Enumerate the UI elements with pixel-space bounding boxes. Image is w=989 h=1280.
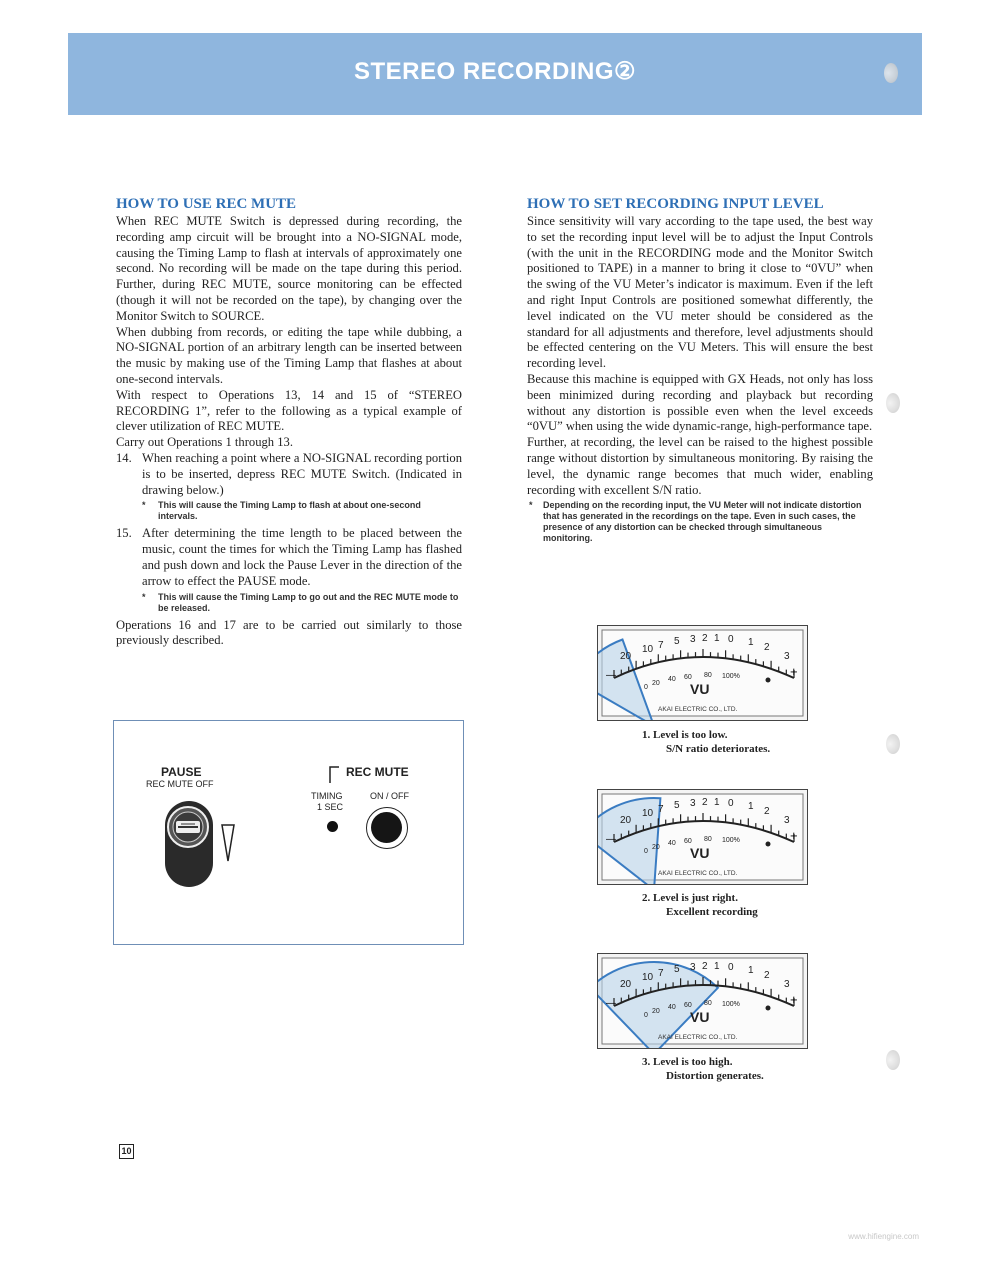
timing-label: TIMING [311, 791, 343, 801]
minus-sign: — [606, 834, 616, 845]
db-scale-label: 1 [748, 965, 754, 976]
db-scale-label: 2 [764, 806, 770, 817]
db-scale-label: 3 [784, 815, 790, 826]
pause-arrow-icon [220, 823, 236, 863]
step-text: After determining the time length to be placed between the music, count the times for which the Timing Lamp has flashed and push down and lock the Pause Lever in the direction of the arrow to effect the PAUSE mode. [142, 526, 462, 588]
db-scale-label: 0 [728, 962, 734, 973]
caption-line: 2. Level is just right. [642, 892, 738, 904]
step-15 [116, 526, 462, 589]
percent-scale-label: 40 [668, 1004, 676, 1011]
rec-mute-bracket [328, 765, 340, 783]
caption-line: 1. Level is too low. [642, 729, 728, 741]
percent-scale-label: 40 [668, 676, 676, 683]
meter-dot [766, 1006, 771, 1011]
percent-scale-label: 0 [644, 1012, 648, 1019]
percent-scale-label: 100% [722, 673, 740, 680]
db-scale-label: 3 [690, 798, 696, 809]
db-scale-label: 2 [764, 970, 770, 981]
vu-meter-face [598, 790, 807, 884]
db-scale-label: 5 [674, 964, 680, 975]
note-15 [116, 592, 462, 614]
percent-scale-label: 100% [722, 837, 740, 844]
db-scale-label: 2 [702, 633, 708, 644]
percent-scale-label: 80 [704, 1000, 712, 1007]
vu-meter [597, 625, 808, 721]
db-scale-label: 1 [714, 633, 720, 644]
percent-scale-label: 40 [668, 840, 676, 847]
db-scale-label: 1 [714, 961, 720, 972]
pause-lever [161, 797, 221, 893]
paragraph: Because this machine is equipped with GX Heads, not only has loss been minimized during recording and playback but recording without any distortion is possible even when the level exceeds “0VU” when using the wide dynamic-range, high-performance tape. [527, 371, 873, 434]
db-scale-label: 7 [658, 640, 664, 651]
on-off-label: ON / OFF [370, 791, 409, 801]
header-band [68, 33, 922, 115]
minus-sign: — [606, 998, 616, 1009]
db-scale-label: 5 [674, 636, 680, 647]
db-scale-label: 10 [642, 972, 654, 983]
vu-label: VU [690, 681, 710, 697]
note-text: This will cause the Timing Lamp to flash at about one-second intervals. [158, 500, 421, 522]
db-scale-label: 0 [728, 798, 734, 809]
page-number: 10 [119, 1144, 134, 1159]
caption-line: 3. Level is too high. [642, 1056, 733, 1068]
db-scale-label: 3 [690, 962, 696, 973]
percent-scale-label: 20 [652, 844, 660, 851]
vu-label: VU [690, 845, 710, 861]
rec-mute-off-label: REC MUTE OFF [146, 779, 214, 789]
page-title: STEREO RECORDING② [353, 58, 637, 85]
vu-meter-face [598, 954, 807, 1048]
note-mark: * [142, 591, 146, 602]
paragraph: Further, at recording, the level can be raised to the highest possible range without distortion by simultaneous monitoring. By raising the level, the dynamic range becomes that much wider, enabling recording with excellent S/N ratio. [527, 435, 873, 497]
maker-label: AKAI ELECTRIC CO., LTD. [658, 706, 738, 713]
step-text: When reaching a point where a NO-SIGNAL recording portion is to be inserted, depress REC MUTE Switch. (Indicated in drawing below.) [142, 450, 462, 497]
db-scale-label: 10 [642, 808, 654, 819]
vu-meter-face [598, 626, 807, 720]
paragraph: When REC MUTE Switch is depressed during recording, the recording amp circuit will be brought into a NO-SIGNAL mode, causing the Timing Lamp to flash at intervals of approximately one second. No recording will be made on the tape during this period. Further, during REC MUTE, source monitoring can be effected (though it will not be recorded on the tape), by changing over the Monitor Switch to SOURCE. [116, 214, 462, 323]
timing-sub-label: 1 SEC [317, 802, 344, 812]
step-number: 15. [116, 526, 132, 541]
timing-lamp [327, 821, 338, 832]
percent-scale-label: 20 [652, 680, 660, 687]
step-number: 14. [116, 450, 132, 465]
db-scale-label: 20 [620, 815, 632, 826]
vu-meter-caption [630, 891, 830, 919]
note-14 [116, 500, 462, 522]
percent-scale-label: 80 [704, 672, 712, 679]
percent-scale-label: 60 [684, 838, 692, 845]
caption-line: Excellent recording [666, 906, 758, 918]
db-scale-label: 3 [784, 651, 790, 662]
punch-hole [886, 734, 900, 754]
db-scale-label: 1 [748, 637, 754, 648]
pause-label: PAUSE [161, 765, 202, 779]
db-scale-label: 0 [728, 634, 734, 645]
db-scale-label: 7 [658, 804, 664, 815]
paragraph: Carry out Operations 1 through 13. [116, 435, 293, 450]
vu-meter [597, 789, 808, 885]
db-scale-label: 3 [690, 634, 696, 645]
paragraph: Since sensitivity will vary according to the tape used, the best way to set the recording input level will be to adjust the Input Controls (with the unit in the RECORDING mode and the Monitor Switch positioned to TAPE) in a manner to bring it close to “0VU” when the swing of the VU Meter’s indicator is maximum. Even if the left and right Input Controls are positioned somewhat differently, the level indicated on the VU meter should be considered as the standard for all adjustments and therefore, level adjustments should be effected centering on the VU Meters. This will ensure the best recording level. [527, 214, 873, 371]
percent-scale-label: 60 [684, 1002, 692, 1009]
percent-scale-label: 0 [644, 848, 648, 855]
meter-dot [766, 678, 771, 683]
db-scale-label: 2 [764, 642, 770, 653]
punch-hole [886, 393, 900, 413]
note-mark: * [142, 500, 146, 511]
paragraph: Operations 16 and 17 are to be carried out similarly to those previously described. [116, 617, 462, 648]
right-column [527, 196, 873, 548]
percent-scale-label: 0 [644, 684, 648, 691]
note-text: This will cause the Timing Lamp to go out and the REC MUTE mode to be released. [158, 591, 459, 613]
db-scale-label: 2 [702, 797, 708, 808]
punch-hole [884, 63, 898, 83]
percent-scale-label: 100% [722, 1001, 740, 1008]
maker-label: AKAI ELECTRIC CO., LTD. [658, 1034, 738, 1041]
watermark: www.hifiengine.com [848, 1232, 919, 1241]
percent-scale-label: 20 [652, 1008, 660, 1015]
db-scale-label: 1 [748, 801, 754, 812]
percent-scale-label: 60 [684, 674, 692, 681]
step-14 [116, 451, 462, 498]
plus-sign: + [790, 664, 798, 679]
db-scale-label: 7 [658, 968, 664, 979]
rec-mute-heading: HOW TO USE REC MUTE [116, 196, 297, 212]
db-scale-label: 10 [642, 644, 654, 655]
plus-sign: + [790, 992, 798, 1007]
control-panel-drawing [113, 720, 464, 945]
percent-scale-label: 80 [704, 836, 712, 843]
db-scale-label: 5 [674, 800, 680, 811]
db-scale-label: 2 [702, 961, 708, 972]
caption-line: S/N ratio deteriorates. [666, 743, 771, 755]
left-column [116, 196, 462, 649]
input-level-heading: HOW TO SET RECORDING INPUT LEVEL [527, 196, 824, 212]
db-scale-label: 20 [620, 979, 632, 990]
vu-note [527, 500, 873, 544]
maker-label: AKAI ELECTRIC CO., LTD. [658, 870, 738, 877]
paragraph: With respect to Operations 13, 14 and 15 of “STEREO RECORDING 1”, refer to the following as a typical example of clever utilization of REC MUTE. [116, 387, 462, 434]
vu-meter [597, 953, 808, 1049]
punch-hole [886, 1050, 900, 1070]
note-mark: * [529, 500, 533, 511]
plus-sign: + [790, 828, 798, 843]
rec-mute-label: REC MUTE [346, 765, 409, 779]
rec-mute-button [366, 807, 408, 849]
vu-label: VU [690, 1009, 710, 1025]
caption-line: Distortion generates. [666, 1070, 764, 1082]
vu-meter-caption [630, 1055, 830, 1083]
db-scale-label: 20 [620, 651, 632, 662]
vu-meter-caption [630, 728, 830, 756]
db-scale-label: 3 [784, 979, 790, 990]
db-scale-label: 1 [714, 797, 720, 808]
meter-dot [766, 842, 771, 847]
minus-sign: — [606, 670, 616, 681]
note-text: Depending on the recording input, the VU Meter will not indicate distortion that has generated in the recordings on the tape. Even in such cases, the presence of any distortion can be checked through simultaneous monitoring. [543, 500, 862, 544]
paragraph: When dubbing from records, or editing the tape while dubbing, a NO-SIGNAL portion of an arbitrary length can be inserted between the music by making use of the Timing Lamp that flashes at about one-second intervals. [116, 324, 462, 386]
